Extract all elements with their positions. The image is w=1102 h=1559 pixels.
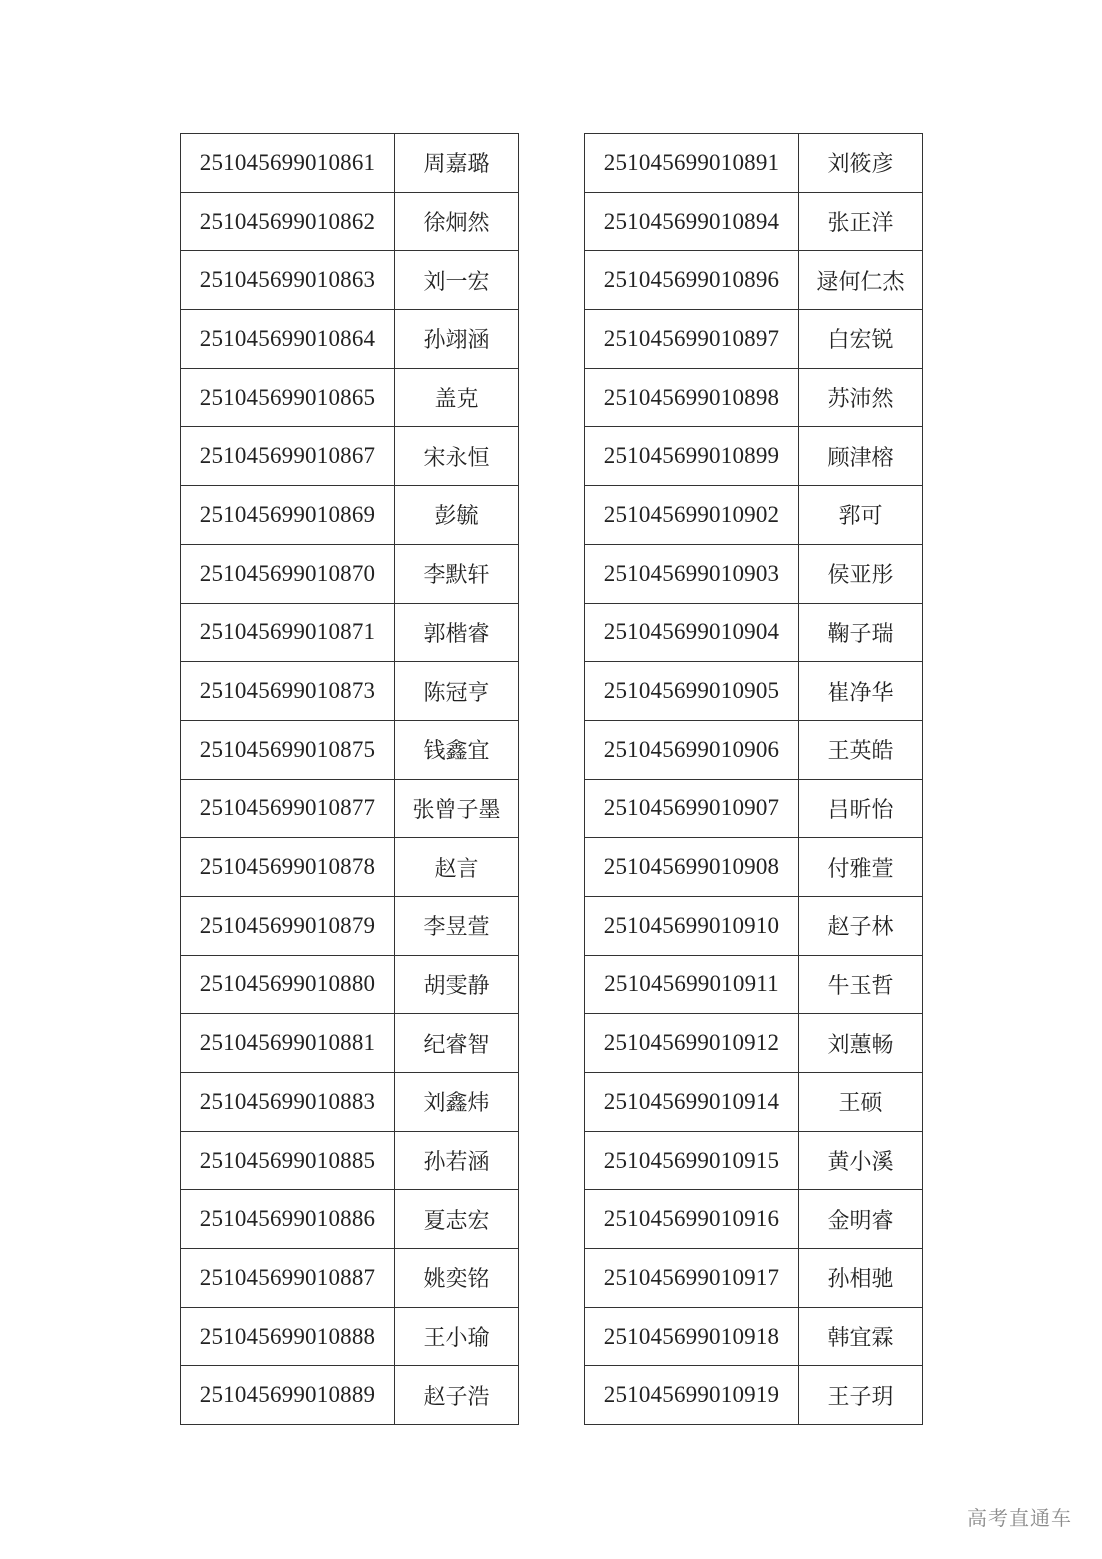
candidate-name-cell: 宋永恒 (395, 427, 519, 486)
candidate-name-cell: 刘鑫炜 (395, 1073, 519, 1132)
table-row (585, 779, 923, 838)
candidate-name-cell: 崔净华 (799, 662, 923, 721)
candidate-name-cell: 吕昕怡 (799, 779, 923, 838)
table-row (181, 838, 519, 897)
table-row (585, 544, 923, 603)
table-row (181, 1131, 519, 1190)
table-row (585, 251, 923, 310)
candidate-name-cell: 李默轩 (395, 544, 519, 603)
candidate-id-cell: 251045699010871 (181, 603, 395, 662)
candidate-name-cell: 赵子浩 (395, 1366, 519, 1425)
candidate-id-cell: 251045699010879 (181, 896, 395, 955)
candidate-name-cell: 纪睿智 (395, 1014, 519, 1073)
table-row (585, 1131, 923, 1190)
candidate-id-cell: 251045699010896 (585, 251, 799, 310)
table-row (181, 368, 519, 427)
candidate-name-cell: 鞠子瑞 (799, 603, 923, 662)
table-row (181, 1307, 519, 1366)
candidate-id-cell: 251045699010902 (585, 486, 799, 545)
candidate-id-cell: 251045699010870 (181, 544, 395, 603)
candidate-id-cell: 251045699010863 (181, 251, 395, 310)
candidate-id-cell: 251045699010914 (585, 1073, 799, 1132)
candidate-name-cell: 王小瑜 (395, 1307, 519, 1366)
table-row (585, 603, 923, 662)
candidate-id-cell: 251045699010918 (585, 1307, 799, 1366)
table-row (585, 838, 923, 897)
candidate-name-cell: 顾津榕 (799, 427, 923, 486)
table-row (585, 720, 923, 779)
candidate-id-cell: 251045699010880 (181, 955, 395, 1014)
watermark-text: 高考直通车 (967, 1506, 1072, 1530)
candidate-name-cell: 张曾子墨 (395, 779, 519, 838)
table-row (585, 1366, 923, 1425)
candidate-name-cell: 郭楷睿 (395, 603, 519, 662)
candidate-name-cell: 黄小溪 (799, 1131, 923, 1190)
candidate-id-cell: 251045699010906 (585, 720, 799, 779)
candidate-name-cell: 钱鑫宜 (395, 720, 519, 779)
candidate-id-cell: 251045699010873 (181, 662, 395, 721)
table-row (181, 192, 519, 251)
table-row (585, 662, 923, 721)
table-row (181, 134, 519, 193)
candidate-name-cell: 张正洋 (799, 192, 923, 251)
candidate-name-cell: 赵子林 (799, 896, 923, 955)
candidate-id-cell: 251045699010910 (585, 896, 799, 955)
candidate-name-cell: 付雅萱 (799, 838, 923, 897)
roster-table-left (180, 133, 519, 1425)
candidate-name-cell: 彭毓 (395, 486, 519, 545)
candidate-name-cell: 胡雯静 (395, 955, 519, 1014)
candidate-name-cell: 王硕 (799, 1073, 923, 1132)
candidate-id-cell: 251045699010883 (181, 1073, 395, 1132)
table-row (585, 486, 923, 545)
candidate-id-cell: 251045699010904 (585, 603, 799, 662)
table-row (181, 896, 519, 955)
table-row (181, 544, 519, 603)
table-row (585, 368, 923, 427)
table-row (585, 1307, 923, 1366)
candidate-name-cell: 李昱萱 (395, 896, 519, 955)
candidate-name-cell: 姚奕铭 (395, 1249, 519, 1308)
candidate-id-cell: 251045699010889 (181, 1366, 395, 1425)
table-row (181, 779, 519, 838)
candidate-id-cell: 251045699010875 (181, 720, 395, 779)
candidate-name-cell: 苏沛然 (799, 368, 923, 427)
candidate-name-cell: 孙相驰 (799, 1249, 923, 1308)
candidate-name-cell: 王英皓 (799, 720, 923, 779)
candidate-name-cell: 孙翊涵 (395, 310, 519, 369)
candidate-id-cell: 251045699010908 (585, 838, 799, 897)
candidate-name-cell: 白宏锐 (799, 310, 923, 369)
candidate-id-cell: 251045699010861 (181, 134, 395, 193)
table-row (181, 1190, 519, 1249)
candidate-id-cell: 251045699010888 (181, 1307, 395, 1366)
candidate-id-cell: 251045699010903 (585, 544, 799, 603)
table-row (181, 1073, 519, 1132)
candidate-name-cell: 韩宜霖 (799, 1307, 923, 1366)
candidate-id-cell: 251045699010891 (585, 134, 799, 193)
roster-table-body-left (181, 134, 519, 1425)
candidate-name-cell: 王子玥 (799, 1366, 923, 1425)
table-row (585, 134, 923, 193)
table-row (585, 310, 923, 369)
table-row (181, 310, 519, 369)
candidate-id-cell: 251045699010905 (585, 662, 799, 721)
table-row (181, 720, 519, 779)
candidate-name-cell: 周嘉璐 (395, 134, 519, 193)
table-row (181, 1366, 519, 1425)
candidate-id-cell: 251045699010917 (585, 1249, 799, 1308)
table-row (181, 662, 519, 721)
candidate-name-cell: 侯亚彤 (799, 544, 923, 603)
candidate-id-cell: 251045699010864 (181, 310, 395, 369)
candidate-name-cell: 徐炯然 (395, 192, 519, 251)
candidate-id-cell: 251045699010915 (585, 1131, 799, 1190)
candidate-id-cell: 251045699010886 (181, 1190, 395, 1249)
candidate-name-cell: 陈冠亨 (395, 662, 519, 721)
roster-table-right (584, 133, 923, 1425)
candidate-name-cell: 刘蕙畅 (799, 1014, 923, 1073)
candidate-name-cell: 孙若涵 (395, 1131, 519, 1190)
candidate-id-cell: 251045699010877 (181, 779, 395, 838)
candidate-name-cell: 赵言 (395, 838, 519, 897)
candidate-id-cell: 251045699010907 (585, 779, 799, 838)
candidate-name-cell: 牛玉哲 (799, 955, 923, 1014)
candidate-name-cell: 夏志宏 (395, 1190, 519, 1249)
table-row (585, 955, 923, 1014)
table-row (585, 1249, 923, 1308)
candidate-id-cell: 251045699010865 (181, 368, 395, 427)
table-row (181, 1014, 519, 1073)
candidate-id-cell: 251045699010911 (585, 955, 799, 1014)
table-row (181, 1249, 519, 1308)
candidate-name-cell: 盖克 (395, 368, 519, 427)
candidate-id-cell: 251045699010869 (181, 486, 395, 545)
table-row (585, 896, 923, 955)
candidate-id-cell: 251045699010867 (181, 427, 395, 486)
candidate-name-cell: 金明睿 (799, 1190, 923, 1249)
candidate-id-cell: 251045699010887 (181, 1249, 395, 1308)
table-row (181, 251, 519, 310)
roster-table-body-right (585, 134, 923, 1425)
table-row (585, 192, 923, 251)
table-row (585, 1190, 923, 1249)
candidate-id-cell: 251045699010897 (585, 310, 799, 369)
candidate-id-cell: 251045699010916 (585, 1190, 799, 1249)
candidate-id-cell: 251045699010881 (181, 1014, 395, 1073)
candidate-name-cell: 郛可 (799, 486, 923, 545)
candidate-id-cell: 251045699010899 (585, 427, 799, 486)
table-row (181, 486, 519, 545)
table-row (585, 427, 923, 486)
table-row (585, 1014, 923, 1073)
candidate-name-cell: 刘筱彦 (799, 134, 923, 193)
candidate-name-cell: 刘一宏 (395, 251, 519, 310)
candidate-id-cell: 251045699010894 (585, 192, 799, 251)
candidate-id-cell: 251045699010878 (181, 838, 395, 897)
table-row (181, 955, 519, 1014)
table-row (181, 427, 519, 486)
candidate-id-cell: 251045699010912 (585, 1014, 799, 1073)
candidate-id-cell: 251045699010862 (181, 192, 395, 251)
candidate-id-cell: 251045699010885 (181, 1131, 395, 1190)
table-row (585, 1073, 923, 1132)
table-row (181, 603, 519, 662)
candidate-name-cell: 逯何仁杰 (799, 251, 923, 310)
candidate-id-cell: 251045699010898 (585, 368, 799, 427)
candidate-id-cell: 251045699010919 (585, 1366, 799, 1425)
